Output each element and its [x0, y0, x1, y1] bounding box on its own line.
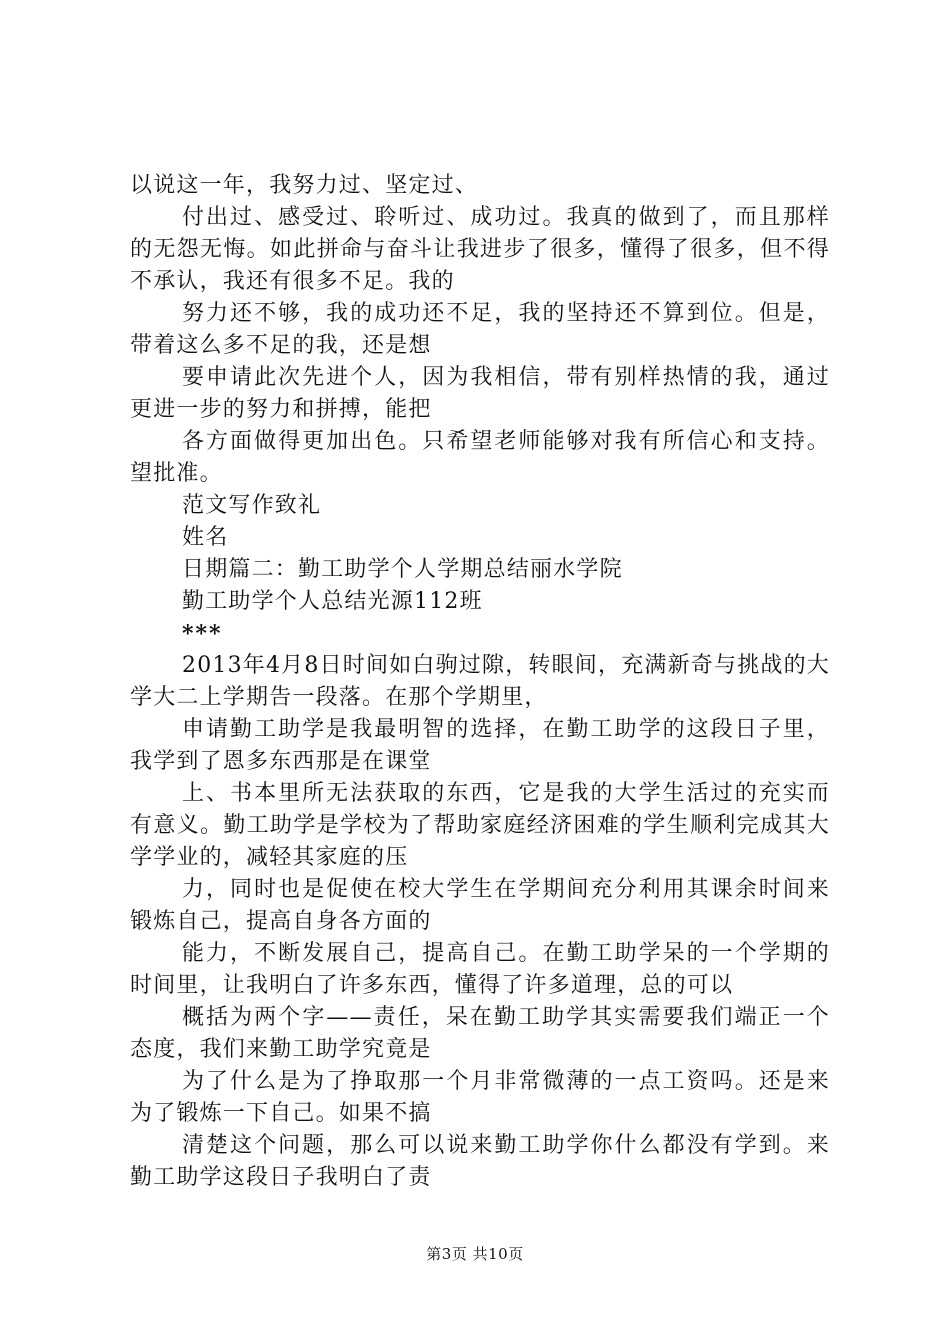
- paragraph: 为了什么是为了挣取那一个月非常微薄的一点工资吗。还是来为了锻炼一下自己。如果不搞: [130, 1069, 830, 1126]
- paragraph: 努力还不够，我的成功还不足，我的坚持还不算到位。但是，带着这么多不足的我，还是想: [130, 301, 830, 358]
- paragraph: 清楚这个问题，那么可以说来勤工助学你什么都没有学到。来勤工助学这段日子我明白了责: [130, 1133, 830, 1190]
- document-body: [130, 170, 830, 1194]
- paragraph: 要申请此次先进个人，因为我相信，带有别样热情的我，通过更进一步的努力和拼搏，能把: [130, 365, 830, 422]
- paragraph: 能力，不断发展自己，提高自己。在勤工助学呆的一个学期的时间里，让我明白了许多东西，懂得了许多道理，总的可以: [130, 941, 830, 998]
- paragraph: 2013年4月8日时间如白驹过隙，转眼间，充满新奇与挑战的大学大二上学期告一段落。在那个学期里，: [130, 653, 830, 710]
- signature-name: 姓名: [182, 525, 229, 550]
- paragraph: 上、书本里所无法获取的东西，它是我的大学生活过的充实而有意义。勤工助学是学校为了帮助家庭经济困难的学生顺利完成其大学学业的，减轻其家庭的压: [130, 781, 830, 870]
- closing-salutation: 范文写作致礼: [182, 493, 322, 518]
- date-and-section-heading: 日期篇二：勤工助学个人学期总结丽水学院: [182, 557, 623, 582]
- paragraph: 力，同时也是促使在校大学生在学期间充分利用其课余时间来锻炼自己，提高自身各方面的: [130, 877, 830, 934]
- paragraph: 概括为两个字——责任，呆在勤工助学其实需要我们端正一个态度，我们来勤工助学究竟是: [130, 1005, 830, 1062]
- section-subtitle: 勤工助学个人总结光源112班: [182, 589, 483, 614]
- paragraph: 付出过、感受过、聆听过、成功过。我真的做到了，而且那样的无怨无悔。如此拼命与奋斗让我进步了很多，懂得了很多，但不得不承认，我还有很多不足。我的: [130, 205, 830, 294]
- page-number-footer: 第3页 共10页: [426, 1245, 524, 1263]
- paragraph: 申请勤工助学是我最明智的选择，在勤工助学的这段日子里，我学到了恩多东西那是在课堂: [130, 717, 830, 774]
- author-placeholder: ***: [182, 621, 223, 647]
- paragraph: 各方面做得更加出色。只希望老师能够对我有所信心和支持。望批准。: [130, 429, 830, 486]
- paragraph: 以说这一年，我努力过、坚定过、: [130, 173, 479, 198]
